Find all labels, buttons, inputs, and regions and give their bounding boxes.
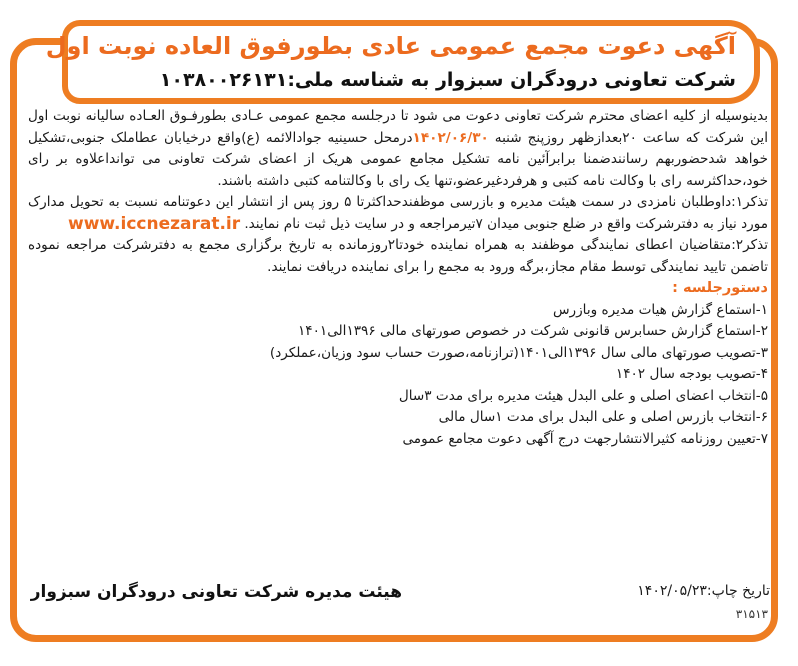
print-date: تاریخ چاپ:۱۴۰۲/۰۵/۲۳ xyxy=(637,583,770,599)
agenda-item: ۱-استماع گزارش هیات مدیره وبازرس xyxy=(552,301,768,318)
ad-body xyxy=(28,106,768,450)
note-2-text: تذکر۲:متقاضیان اعطای نمایندگی موظفند به همراه نماینده خودتا۲روزمانده به تاریخ برگزاری مجمع به دفترشرکت مراجعه نموده تاضمن تایید نمایندگی توسط مقام مجاز،برگه ورود به مجمع را برای نماینده دریافت نمایند. xyxy=(28,237,768,275)
agenda-item: ۵-انتخاب اعضای اصلی و علی البدل هیئت مدیره برای مدت ۳سال xyxy=(398,387,768,404)
title-box xyxy=(45,20,760,104)
website-link[interactable]: www.iccnezarat.ir xyxy=(68,214,241,234)
agenda-item: ۶-انتخاب بازرس اصلی و علی البدل برای مدت ۱سال مالی xyxy=(438,409,768,425)
agenda-item: ۴-تصویب بودجه سال ۱۴۰۲ xyxy=(615,366,768,382)
intro-paragraph xyxy=(28,106,768,192)
agenda-item: ۲-استماع گزارش حسابرس قانونی شرکت در خصوص صورتهای مالی ۱۳۹۶الی۱۴۰۱ xyxy=(297,323,768,339)
agenda-item: ۳-تصویب صورتهای مالی سال ۱۳۹۶الی۱۴۰۱(ترازنامه،صورت حساب سود وزیان،عملکرد) xyxy=(269,344,768,361)
meeting-date: ۱۴۰۲/۰۶/۳۰ xyxy=(412,129,489,146)
note-2 xyxy=(28,235,768,278)
company-name-id: شرکت تعاونی درودگران سبزوار به شناسه ملی:۱۰۳۸۰۰۲۶۱۳۱ xyxy=(159,69,736,91)
ad-title: آگهی دعوت مجمع عمومی عادی بطورفوق العاده نوبت اول xyxy=(45,32,736,60)
intro-text-1: بدینوسیله از کلیه اعضای محترم شرکت تعاونی دعوت می شود تا درجلسه مجمع عمومی عـادی بطورفـوق العـاده سالیانه نوبت اول این شرکت که ساعت ۲۰بعدازظهر روزپنج شنبه xyxy=(28,108,768,146)
intro-text-2: درمحل حسینیه جوادالائمه (ع)واقع درخیابان عطاملک جنوبی،تشکیل خواهد شدحضوربهم رسانندضمنا برابرآئین نامه تشکیل مجامع عمومی هریک از اعضای شرکت تعاونی می توانداعلاوه بر رای خود،حداکثرسه رای با وکالت نامه کتبی و هرفردغیرعضو،تنها یک رای با وکالتنامه کتبی داشته باشند. xyxy=(28,129,768,189)
agenda-list xyxy=(28,300,768,451)
ref-code: ۳۱۵۱۳ xyxy=(735,607,768,621)
note-1-text: تذکر۱:داوطلبان نامزدی در سمت هیئت مدیره و بازرسی موظفندحداکثرتا ۵ روز پس از انتشار این دعوتنامه نسبت به تحویل مدارک مورد نیاز به دفترشرکت واقع در ضلع جنوبی میدان ۷تیرمراجعه و در سایت ذیل ثبت نام نمایند. xyxy=(28,194,768,232)
agenda-item: ۷-تعیین روزنامه کثیرالانتشارجهت درج آگهی دعوت مجامع عمومی xyxy=(402,430,768,447)
board-signature: هیئت مدیره شرکت تعاونی درودگران سبزوار xyxy=(30,582,402,602)
agenda-title: دستورجلسه : xyxy=(672,280,768,296)
